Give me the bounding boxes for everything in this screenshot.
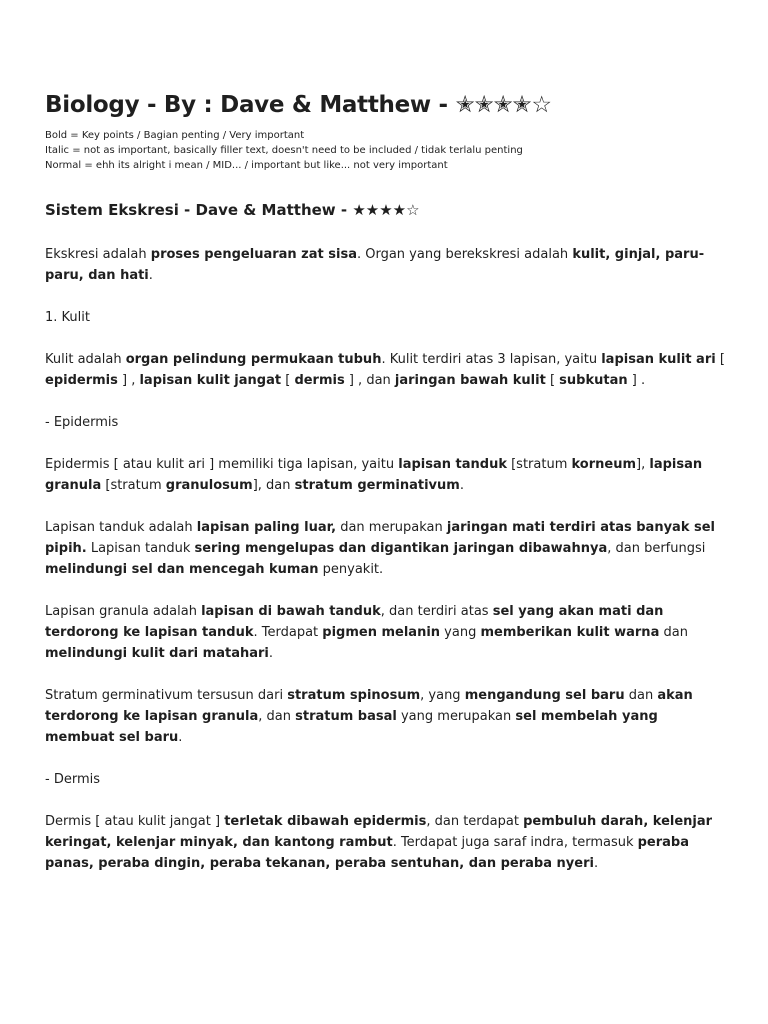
bold-text: jaringan mati terdiri atas banyak sel pipih. — [45, 520, 715, 556]
paragraph — [45, 517, 725, 580]
bold-text: lapisan kulit ari — [601, 352, 716, 367]
text-run: , dan terdapat — [426, 814, 524, 829]
paragraph — [45, 811, 725, 874]
bold-text: memberikan kulit warna — [480, 625, 660, 640]
text-run: ], — [636, 457, 650, 472]
text-run: ] . — [627, 373, 646, 388]
text-run: - Epidermis — [45, 415, 119, 430]
bold-text: korneum — [571, 457, 637, 472]
bold-text: proses pengeluaran zat sisa — [150, 247, 357, 262]
bold-text: lapisan paling luar, — [196, 520, 337, 535]
formatting-legend — [45, 128, 725, 173]
paragraph — [45, 769, 725, 790]
text-run: , dan berfungsi — [607, 541, 706, 556]
bold-text: jaringan bawah kulit — [394, 373, 546, 388]
bold-text: peraba panas, peraba dingin, peraba tekanan, peraba sentuhan, dan peraba nyeri — [45, 835, 690, 871]
text-run: [stratum — [506, 457, 572, 472]
text-run: dan — [624, 688, 658, 703]
bold-text: mengandung sel baru — [464, 688, 625, 703]
document-body — [45, 244, 725, 874]
text-run: yang — [440, 625, 481, 640]
paragraph — [45, 685, 725, 748]
text-run: . Terdapat juga saraf indra, termasuk — [392, 835, 638, 850]
bold-text: lapisan granula — [45, 457, 703, 493]
text-run: [ — [545, 373, 560, 388]
text-run: [ — [715, 352, 725, 367]
text-run: . — [593, 856, 599, 871]
bold-text: pembuluh darah, kelenjar keringat, kelenjar minyak, dan kantong rambut — [45, 814, 713, 850]
bold-text: organ pelindung permukaan tubuh — [125, 352, 382, 367]
text-run: . — [178, 730, 183, 745]
text-run: , dan terdiri atas — [380, 604, 493, 619]
bold-text: kulit, ginjal, paru-paru, dan hati — [45, 247, 705, 283]
text-run: [ — [281, 373, 295, 388]
paragraph — [45, 349, 725, 391]
bold-text: lapisan tanduk — [398, 457, 507, 472]
text-run: . Organ yang berekskresi adalah — [356, 247, 573, 262]
bold-text: stratum germinativum — [294, 478, 460, 493]
document-page — [45, 92, 725, 895]
text-run: , yang — [420, 688, 465, 703]
bold-text: stratum spinosum — [287, 688, 421, 703]
text-run: Lapisan tanduk — [86, 541, 195, 556]
text-run: Lapisan tanduk adalah — [45, 520, 197, 535]
legend-bold: Bold = Key points / Bagian penting / Very important — [45, 130, 305, 141]
paragraph — [45, 244, 725, 286]
text-run: . Terdapat — [253, 625, 323, 640]
paragraph — [45, 307, 725, 328]
text-run: ], dan — [252, 478, 295, 493]
bold-text: granulosum — [165, 478, 253, 493]
text-run: Kulit adalah — [45, 352, 126, 367]
bold-text: lapisan kulit jangat — [139, 373, 282, 388]
text-run: yang merupakan — [396, 709, 516, 724]
text-run: . Kulit terdiri atas 3 lapisan, yaitu — [381, 352, 602, 367]
text-run: penyakit. — [318, 562, 384, 577]
text-run: [stratum — [101, 478, 166, 493]
paragraph — [45, 601, 725, 664]
legend-italic: Italic = not as important, basically filler text, doesn't need to be included / tidak terlalu penting — [45, 145, 523, 156]
bold-text: sel yang akan mati dan terdorong ke lapisan tanduk — [45, 604, 664, 640]
text-run: , dan — [258, 709, 296, 724]
text-run: . — [459, 478, 464, 493]
text-run: ] , — [117, 373, 140, 388]
text-run: Stratum germinativum tersusun dari — [45, 688, 288, 703]
bold-text: sel membelah yang membuat sel baru — [45, 709, 658, 745]
text-run: Epidermis [ atau kulit ari ] memiliki tiga lapisan, yaitu — [45, 457, 399, 472]
bold-text: epidermis — [45, 373, 118, 388]
bold-text: stratum basal — [295, 709, 397, 724]
bold-text: melindungi kulit dari matahari — [45, 646, 269, 661]
page-title: Biology - By : Dave & Matthew - ✭✭✭✭☆ — [45, 92, 552, 118]
text-run: . — [268, 646, 273, 661]
text-run: Dermis [ atau kulit jangat ] — [45, 814, 225, 829]
bold-text: dermis — [294, 373, 345, 388]
text-run: Lapisan granula adalah — [45, 604, 202, 619]
legend-normal: Normal = ehh its alright i mean / MID... / important but like... not very important — [45, 160, 448, 171]
text-run: dan merupakan — [336, 520, 447, 535]
section-title: Sistem Ekskresi - Dave & Matthew - ★★★★☆ — [45, 201, 420, 219]
bold-text: sering mengelupas dan digantikan jaringan dibawahnya — [194, 541, 608, 556]
text-run: ] , dan — [344, 373, 395, 388]
bold-text: subkutan — [559, 373, 628, 388]
bold-text: akan terdorong ke lapisan granula — [45, 688, 693, 724]
text-run: Ekskresi adalah — [45, 247, 151, 262]
paragraph — [45, 454, 725, 496]
bold-text: terletak dibawah epidermis — [224, 814, 427, 829]
text-run: dan — [659, 625, 688, 640]
text-run: 1. Kulit — [45, 310, 90, 325]
bold-text: pigmen melanin — [322, 625, 441, 640]
paragraph — [45, 412, 725, 433]
bold-text: melindungi sel dan mencegah kuman — [45, 562, 319, 577]
text-run: - Dermis — [45, 772, 100, 787]
bold-text: lapisan di bawah tanduk — [201, 604, 381, 619]
text-run: . — [148, 268, 153, 283]
